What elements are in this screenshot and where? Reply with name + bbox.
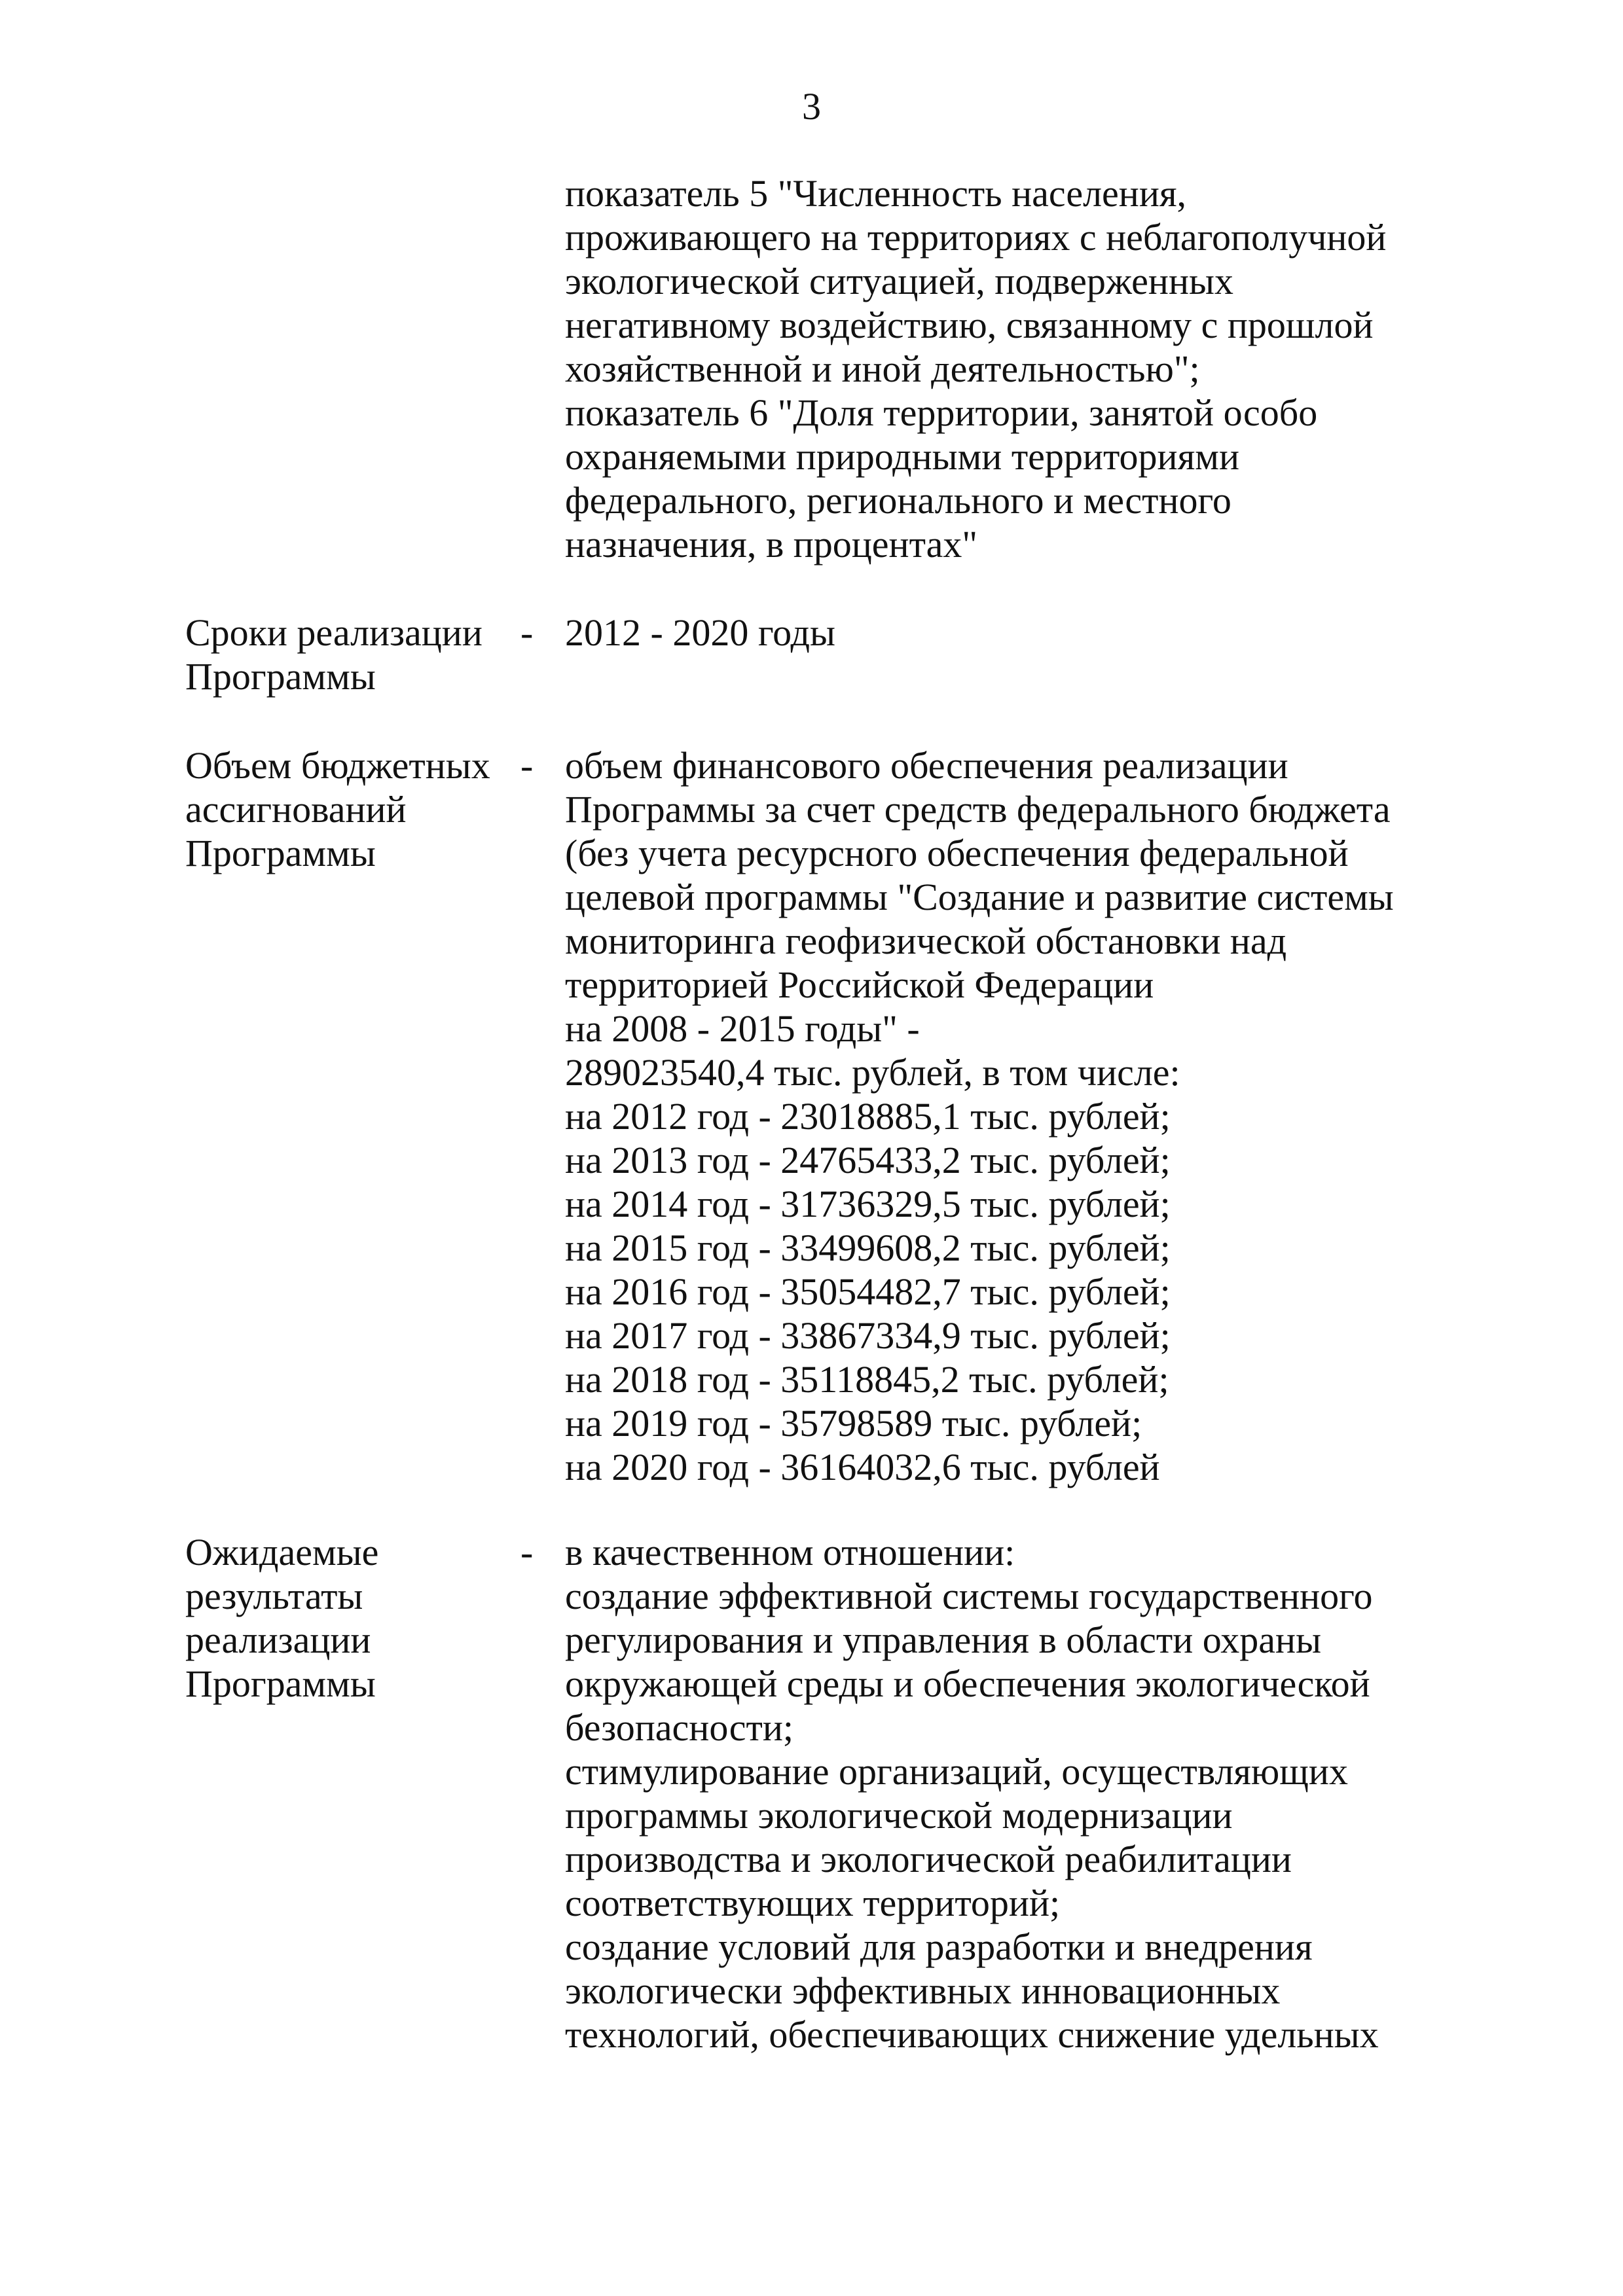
- label-line: Сроки реализации: [185, 611, 483, 654]
- value-line: (без учета ресурсного обеспечения федеральной: [565, 832, 1349, 874]
- text-line: показатель 6 "Доля территории, занятой особо: [565, 391, 1318, 434]
- label-line: Программы: [185, 655, 376, 698]
- value-line: на 2019 год - 35798589 тыс. рублей;: [565, 1402, 1142, 1444]
- value-line: на 2012 год - 23018885,1 тыс. рублей;: [565, 1095, 1171, 1138]
- value-line: производства и экологической реабилитации: [565, 1838, 1292, 1880]
- value-line: Программы за счет средств федерального бюджета: [565, 788, 1391, 831]
- text-line: хозяйственной и иной деятельностью";: [565, 348, 1200, 390]
- value-line: окружающей среды и обеспечения экологической: [565, 1662, 1370, 1705]
- label-line: Ожидаемые: [185, 1531, 379, 1573]
- value-line: на 2018 год - 35118845,2 тыс. рублей;: [565, 1358, 1169, 1401]
- value-line: экологически эффективных инновационных: [565, 1969, 1281, 2012]
- label-line: Программы: [185, 1662, 376, 1705]
- value-line: на 2014 год - 31736329,5 тыс. рублей;: [565, 1183, 1171, 1225]
- value-line: на 2013 год - 24765433,2 тыс. рублей;: [565, 1139, 1171, 1181]
- value-line: соответствующих территорий;: [565, 1882, 1061, 1924]
- section-value-results: [565, 1530, 1379, 2056]
- label-line: реализации: [185, 1619, 371, 1661]
- section-dash: -: [520, 611, 534, 654]
- label-line: Объем бюджетных: [185, 744, 490, 787]
- label-line: результаты: [185, 1575, 363, 1617]
- value-line: 2012 - 2020 годы: [565, 611, 835, 654]
- value-line: 289023540,4 тыс. рублей, в том числе:: [565, 1051, 1180, 1094]
- value-line: программы экологической модернизации: [565, 1794, 1233, 1837]
- section-label-timeline: [185, 611, 483, 698]
- value-line: стимулирование организаций, осуществляющих: [565, 1750, 1348, 1793]
- value-line: безопасности;: [565, 1706, 794, 1749]
- value-line: мониторинга геофизической обстановки над: [565, 920, 1287, 962]
- value-line: регулирования и управления в области охраны: [565, 1619, 1322, 1661]
- text-line: назначения, в процентах": [565, 523, 978, 565]
- value-line: технологий, обеспечивающих снижение удельных: [565, 2013, 1379, 2056]
- value-line: на 2008 - 2015 годы" -: [565, 1007, 920, 1050]
- label-line: Программы: [185, 832, 376, 874]
- value-line: создание условий для разработки и внедрения: [565, 1926, 1313, 1968]
- value-line: на 2020 год - 36164032,6 тыс. рублей: [565, 1446, 1160, 1488]
- value-line: создание эффективной системы государственного: [565, 1575, 1373, 1617]
- value-line: в качественном отношении:: [565, 1531, 1015, 1573]
- section-value-timeline: [565, 611, 835, 655]
- section-value-budget: [565, 744, 1394, 1489]
- text-line: экологической ситуацией, подверженных: [565, 260, 1233, 302]
- label-line: ассигнований: [185, 788, 407, 831]
- section-label-results: [185, 1530, 378, 1706]
- text-line: показатель 5 "Численность населения,: [565, 172, 1187, 215]
- page-number: 3: [802, 85, 821, 128]
- value-line: территорией Российской Федерации: [565, 963, 1154, 1006]
- value-line: объем финансового обеспечения реализации: [565, 744, 1288, 787]
- value-line: на 2015 год - 33499608,2 тыс. рублей;: [565, 1227, 1171, 1269]
- text-line: негативному воздействию, связанному с прошлой: [565, 304, 1374, 346]
- value-line: на 2016 год - 35054482,7 тыс. рублей;: [565, 1270, 1171, 1313]
- value-line: на 2017 год - 33867334,9 тыс. рублей;: [565, 1314, 1171, 1357]
- section-dash: -: [520, 1531, 534, 1573]
- section-label-budget: [185, 744, 490, 875]
- indicators-continuation: [565, 171, 1386, 566]
- text-line: проживающего на территориях с неблагополучной: [565, 216, 1387, 259]
- text-line: федерального, регионального и местного: [565, 479, 1231, 522]
- text-line: охраняемыми природными территориями: [565, 435, 1240, 478]
- section-dash: -: [520, 744, 534, 787]
- value-line: целевой программы "Создание и развитие системы: [565, 876, 1394, 918]
